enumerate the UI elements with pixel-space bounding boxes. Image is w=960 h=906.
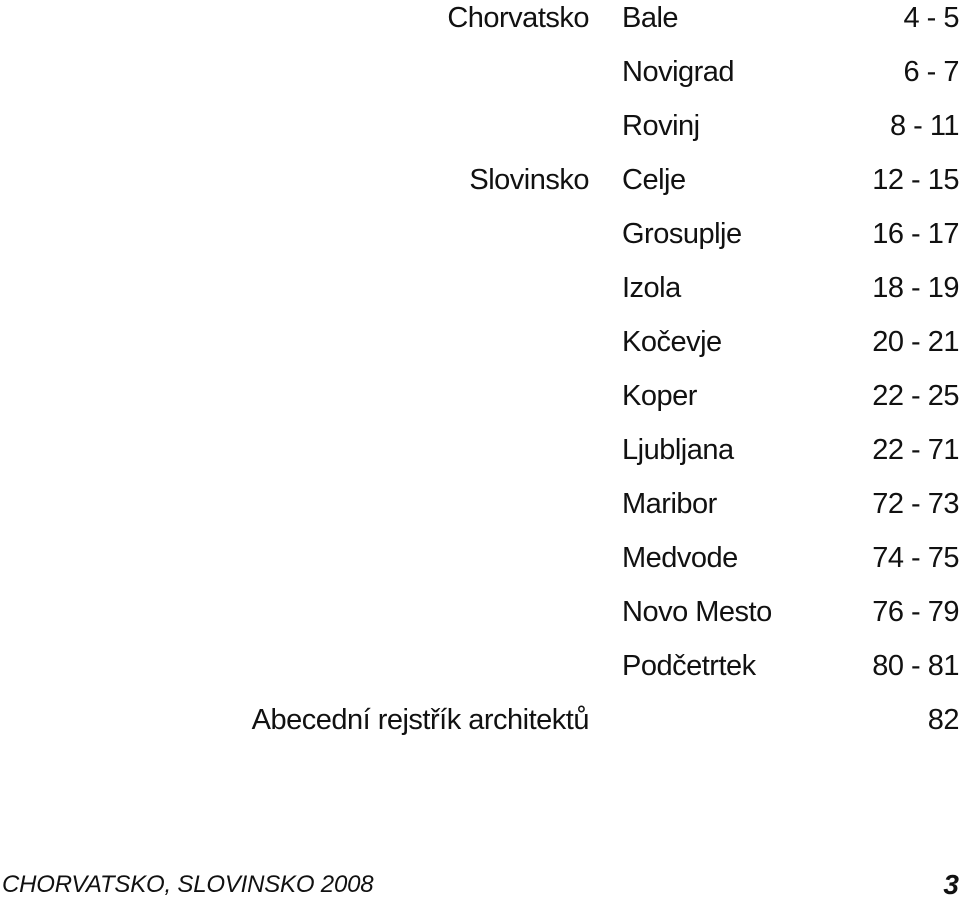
toc-pages: 80 - 81 xyxy=(872,650,959,682)
toc-pages: 76 - 79 xyxy=(872,596,959,628)
toc-place: Koper xyxy=(622,380,697,412)
toc-row xyxy=(0,648,960,702)
toc-pages: 82 xyxy=(927,704,959,736)
toc-place: Podčetrtek xyxy=(622,650,756,682)
toc-row xyxy=(0,270,960,324)
toc-row xyxy=(0,432,960,486)
toc-row xyxy=(0,486,960,540)
toc-row xyxy=(0,108,960,162)
toc-place: Bale xyxy=(622,2,679,34)
toc-row xyxy=(0,216,960,270)
toc-row xyxy=(0,54,960,108)
toc-place: Izola xyxy=(622,272,681,304)
toc-place: Novigrad xyxy=(622,56,735,88)
toc-row xyxy=(0,324,960,378)
toc-pages: 8 - 11 xyxy=(889,110,959,142)
toc-country: Slovinsko xyxy=(469,164,589,196)
toc-country: Abecední rejstřík architektů xyxy=(251,704,589,736)
toc-pages: 12 - 15 xyxy=(872,164,959,196)
toc-pages: 20 - 21 xyxy=(872,326,959,358)
toc-row xyxy=(0,594,960,648)
toc-place: Grosuplje xyxy=(622,218,742,250)
toc-row xyxy=(0,702,960,756)
toc-place: Kočevje xyxy=(622,326,722,358)
toc-place: Celje xyxy=(622,164,686,196)
toc-pages: 4 - 5 xyxy=(903,2,959,34)
toc-pages: 18 - 19 xyxy=(872,272,959,304)
toc-place: Medvode xyxy=(622,542,738,574)
toc-pages: 22 - 25 xyxy=(872,380,959,412)
toc-pages: 22 - 71 xyxy=(872,434,959,466)
toc-row xyxy=(0,378,960,432)
footer-title: CHORVATSKO, SLOVINSKO 2008 xyxy=(2,871,374,898)
toc-place: Maribor xyxy=(622,488,717,520)
toc-place: Novo Mesto xyxy=(622,596,772,628)
toc-place: Ljubljana xyxy=(622,434,734,466)
toc-pages: 6 - 7 xyxy=(903,56,959,88)
toc-pages: 74 - 75 xyxy=(872,542,959,574)
toc-country: Chorvatsko xyxy=(447,2,589,34)
toc-row xyxy=(0,0,960,54)
footer-page-number: 3 xyxy=(943,869,959,900)
toc-row xyxy=(0,540,960,594)
toc-place: Rovinj xyxy=(622,110,700,142)
toc-pages: 72 - 73 xyxy=(872,488,959,520)
toc-row xyxy=(0,162,960,216)
toc-pages: 16 - 17 xyxy=(872,218,959,250)
